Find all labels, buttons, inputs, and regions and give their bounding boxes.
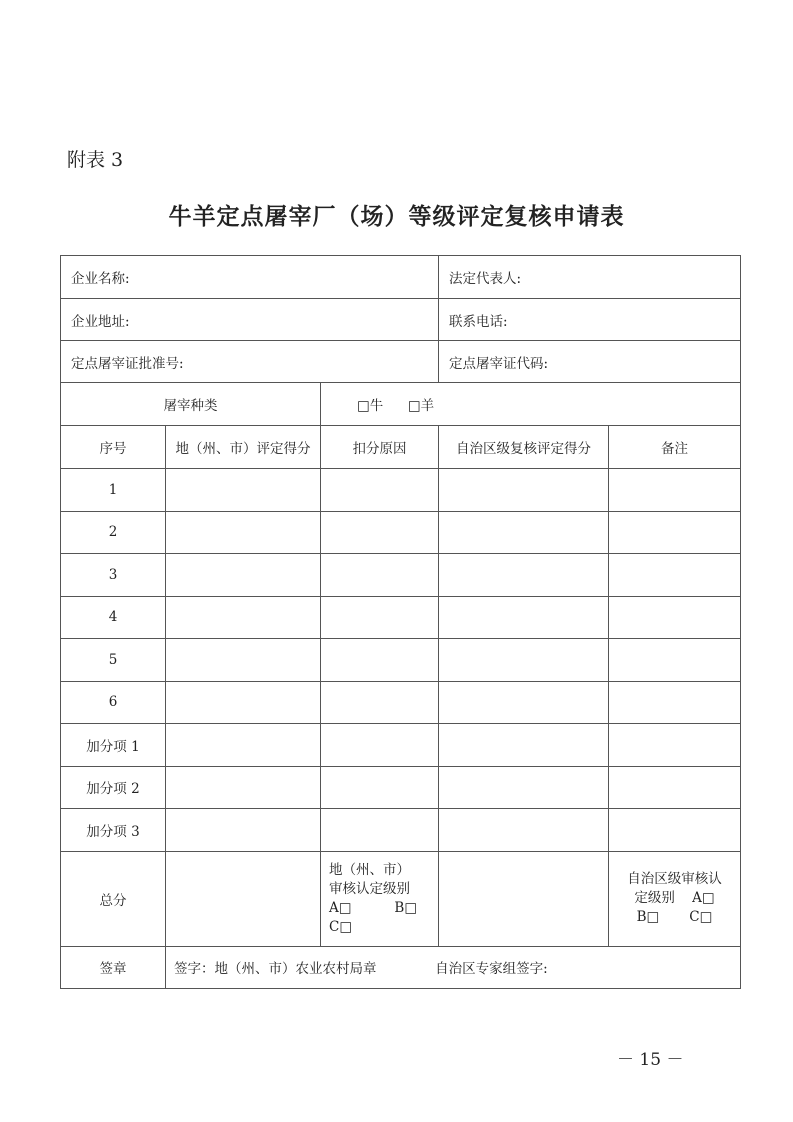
expert-signature-label: 自治区专家组签字: — [435, 961, 548, 977]
input-cell[interactable] — [439, 766, 609, 809]
input-cell[interactable] — [439, 511, 609, 554]
table-row — [61, 809, 741, 852]
input-cell[interactable] — [321, 639, 439, 682]
region-level-cell[interactable] — [609, 851, 741, 946]
prefecture-seal-label: 签字：地（州、市）农业农村局章 — [174, 961, 377, 977]
prefecture-level-ab: A□ B□ — [329, 899, 418, 916]
total-label: 总分 — [61, 851, 166, 946]
header-cell: 地（州、市）评定得分 — [166, 426, 321, 469]
row-label: 加分项 3 — [61, 809, 166, 852]
input-cell[interactable] — [321, 681, 439, 724]
phone-field[interactable]: 联系电话: — [439, 299, 741, 341]
row-label: 3 — [61, 554, 166, 597]
input-cell[interactable] — [609, 596, 741, 639]
input-cell[interactable] — [321, 511, 439, 554]
table-row — [61, 766, 741, 809]
row-label: 6 — [61, 681, 166, 724]
input-cell[interactable] — [321, 724, 439, 767]
header-cell: 序号 — [61, 426, 166, 469]
sign-label: 签章 — [61, 946, 166, 988]
permit-code-field[interactable]: 定点屠宰证代码: — [439, 341, 741, 383]
input-cell[interactable] — [166, 596, 321, 639]
table-row — [61, 724, 741, 767]
sheep-checkbox[interactable]: □羊 — [407, 398, 435, 414]
input-cell[interactable] — [166, 554, 321, 597]
row-label: 加分项 2 — [61, 766, 166, 809]
input-cell[interactable] — [609, 681, 741, 724]
input-cell[interactable] — [166, 766, 321, 809]
row-label: 2 — [61, 511, 166, 554]
input-cell[interactable] — [439, 809, 609, 852]
input-cell[interactable] — [439, 681, 609, 724]
input-cell[interactable] — [439, 639, 609, 682]
input-cell[interactable] — [321, 766, 439, 809]
permit-number-field[interactable]: 定点屠宰证批准号: — [61, 341, 439, 383]
legal-rep-field[interactable]: 法定代表人: — [439, 256, 741, 299]
species-options — [321, 383, 741, 426]
input-cell[interactable] — [609, 766, 741, 809]
header-cell: 备注 — [609, 426, 741, 469]
row-label: 4 — [61, 596, 166, 639]
region-level-text: B□ C□ — [636, 909, 713, 925]
header-cell: 扣分原因 — [321, 426, 439, 469]
input-cell[interactable] — [321, 809, 439, 852]
sign-cell[interactable] — [166, 946, 741, 988]
table-row — [61, 469, 741, 512]
cattle-checkbox[interactable]: □牛 — [357, 398, 384, 414]
table-row — [61, 511, 741, 554]
table-row — [61, 554, 741, 597]
input-cell[interactable] — [609, 724, 741, 767]
input-cell[interactable] — [439, 554, 609, 597]
input-cell[interactable] — [321, 554, 439, 597]
input-cell[interactable] — [166, 639, 321, 682]
table-row — [61, 639, 741, 682]
header-row — [61, 426, 741, 469]
input-cell[interactable] — [321, 469, 439, 512]
input-cell[interactable] — [609, 639, 741, 682]
company-name-field[interactable]: 企业名称: — [61, 256, 439, 299]
row-label: 加分项 1 — [61, 724, 166, 767]
input-cell[interactable] — [609, 511, 741, 554]
region-level-text: 定级别 A□ — [634, 890, 715, 906]
header-cell: 自治区级复核评定得分 — [439, 426, 609, 469]
prefecture-level-text: 地（州、市） — [329, 861, 410, 878]
input-cell[interactable] — [609, 469, 741, 512]
input-cell[interactable] — [609, 809, 741, 852]
input-cell[interactable] — [166, 469, 321, 512]
species-label: 屠宰种类 — [61, 383, 321, 426]
prefecture-level-text: 审核认定级别 — [329, 880, 410, 897]
region-level-text: 自治区级审核认 — [627, 871, 722, 887]
input-cell[interactable] — [166, 724, 321, 767]
input-cell[interactable] — [166, 681, 321, 724]
page-number: － 15 － — [617, 1050, 684, 1070]
input-cell[interactable] — [439, 596, 609, 639]
attachment-label: 附表 3 — [67, 149, 124, 171]
table-row — [61, 681, 741, 724]
row-label: 5 — [61, 639, 166, 682]
input-cell[interactable] — [166, 809, 321, 852]
total-region-score[interactable] — [439, 851, 609, 946]
prefecture-level-cell[interactable] — [321, 851, 439, 946]
input-cell[interactable] — [321, 596, 439, 639]
address-field[interactable]: 企业地址: — [61, 299, 439, 341]
input-cell[interactable] — [609, 554, 741, 597]
application-form-table — [60, 255, 741, 989]
input-cell[interactable] — [166, 511, 321, 554]
prefecture-level-c: C□ — [329, 918, 353, 935]
input-cell[interactable] — [439, 469, 609, 512]
input-cell[interactable] — [439, 724, 609, 767]
row-label: 1 — [61, 469, 166, 512]
table-row — [61, 596, 741, 639]
document-title: 牛羊定点屠宰厂（场）等级评定复核申请表 — [168, 203, 625, 230]
total-prefecture-score[interactable] — [166, 851, 321, 946]
